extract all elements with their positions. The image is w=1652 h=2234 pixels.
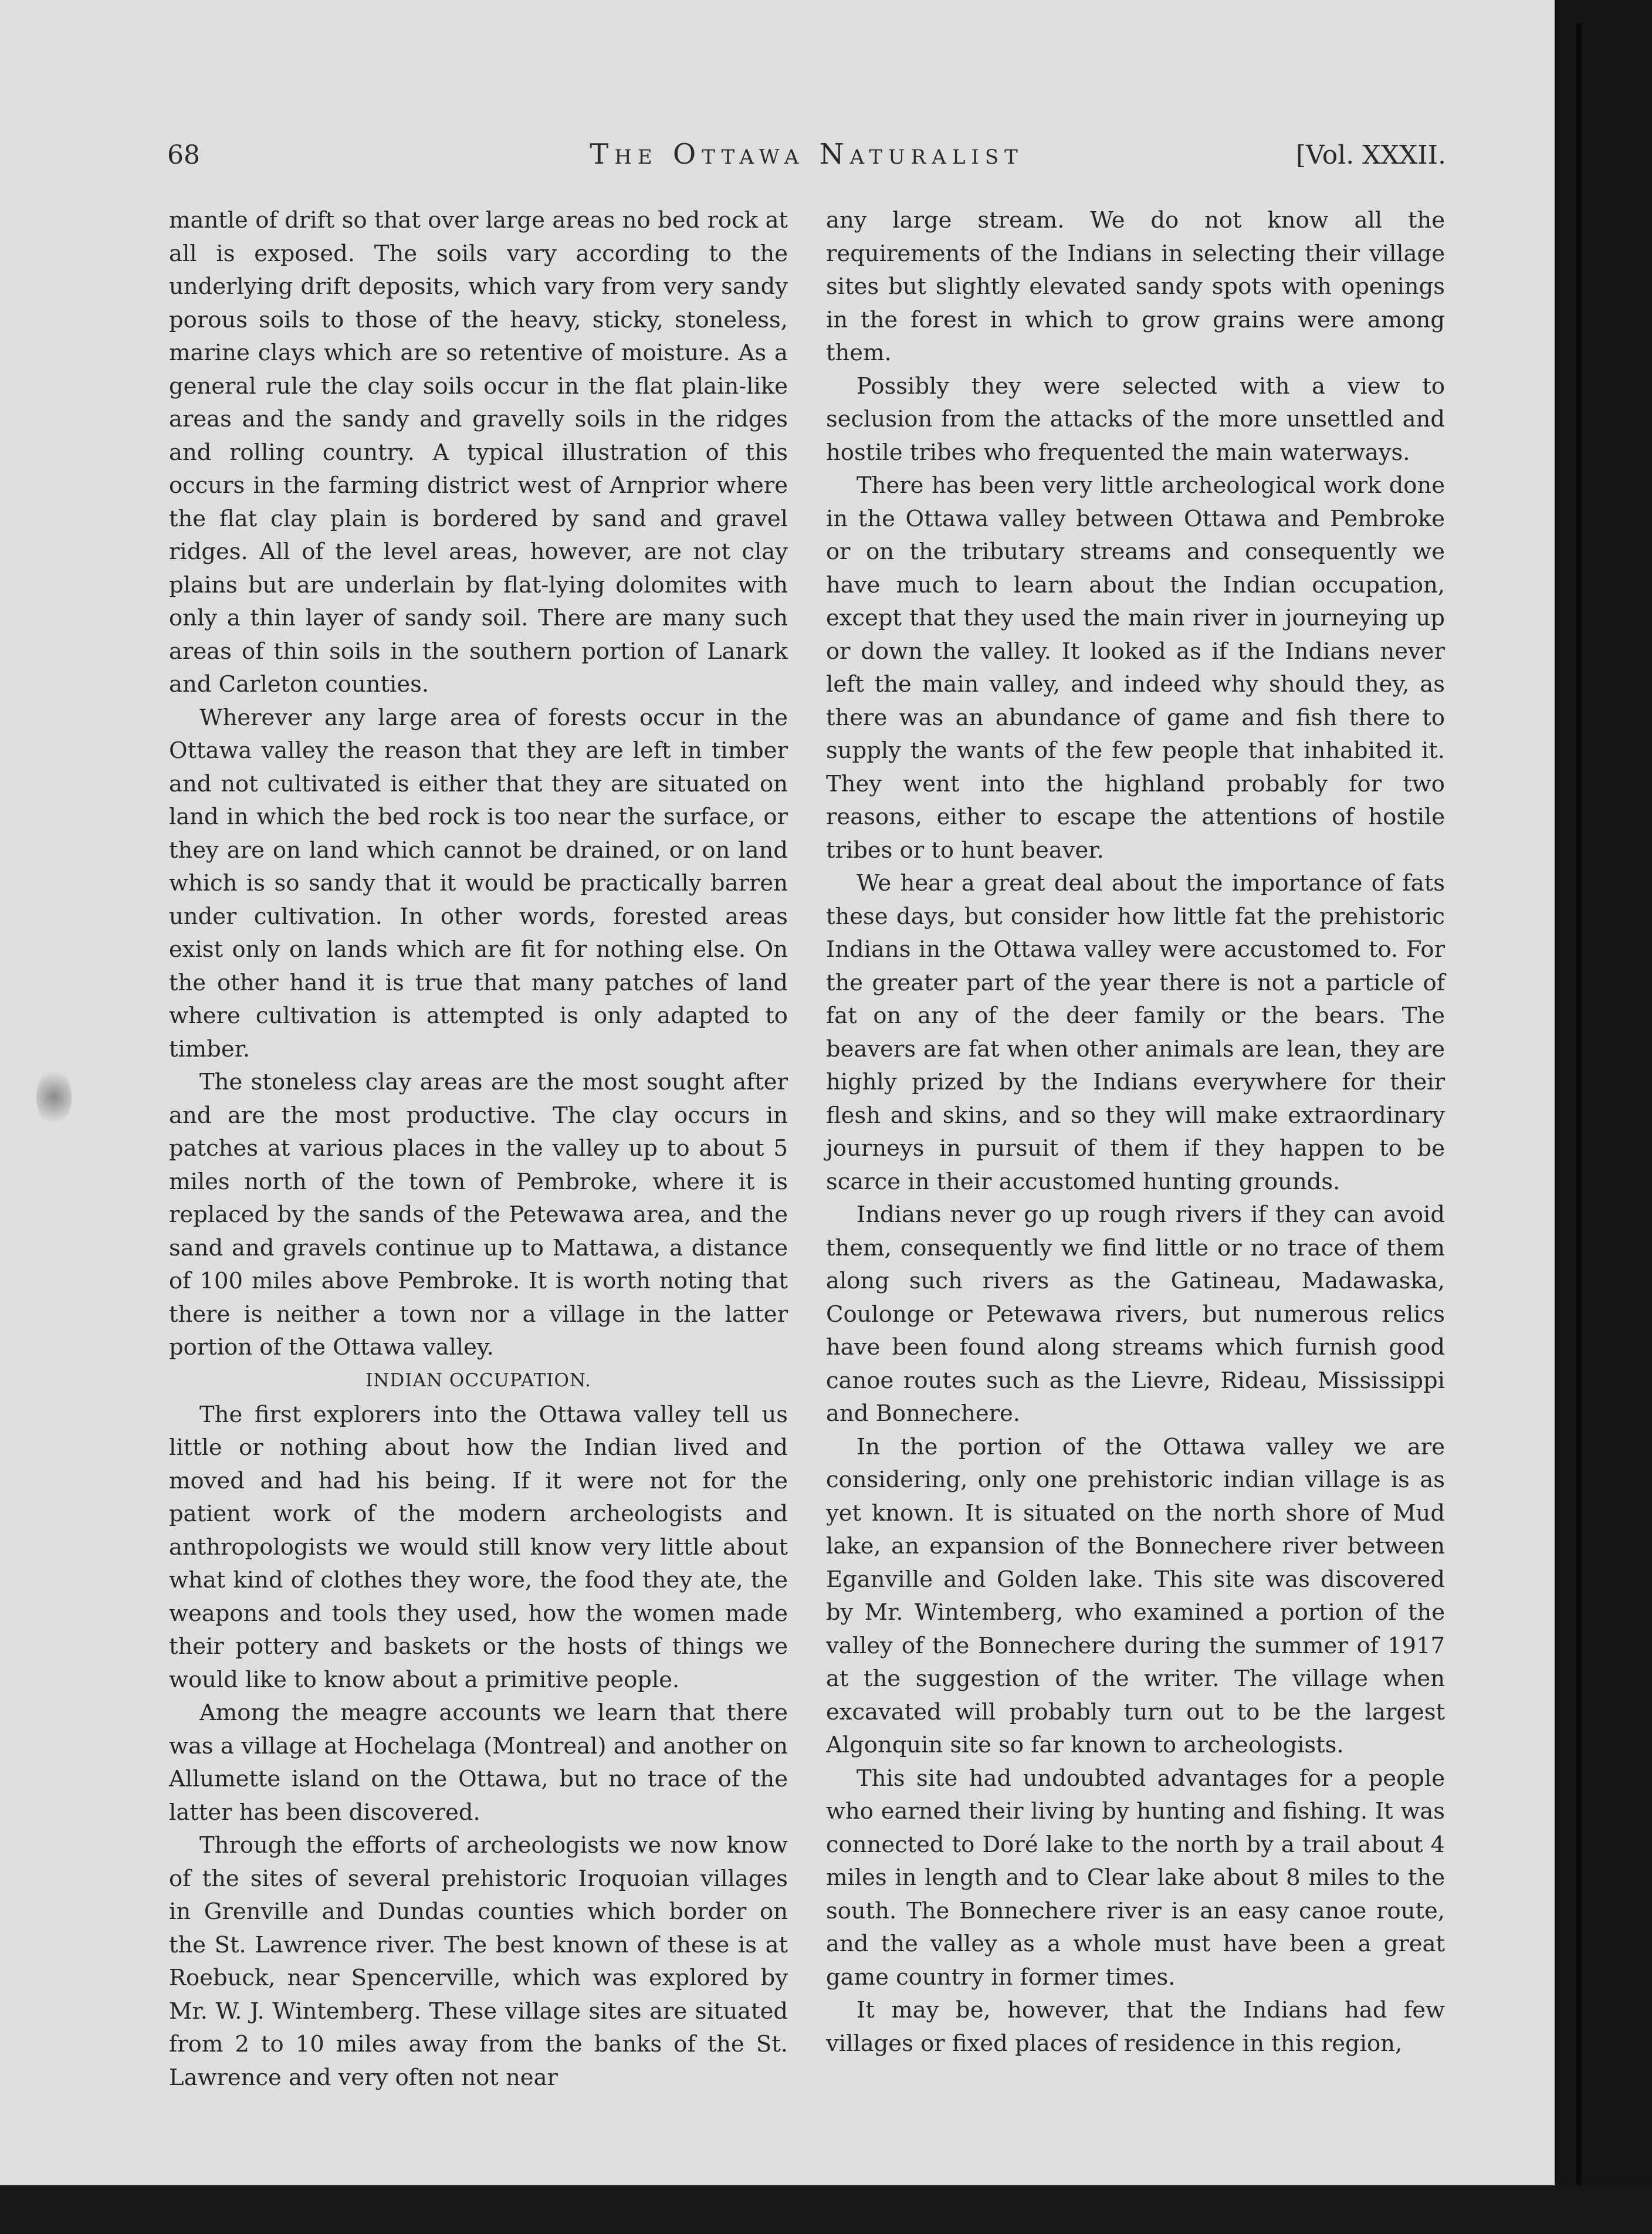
section-heading: INDIAN OCCUPATION. — [365, 1369, 591, 1391]
paragraph: In the portion of the Ottawa valley we are considering, only one prehistoric indian village is as yet known. It is situated on the north shore of Mud lake, an expansion of the Bonnechere river between Eganville and Golden lake. This site was discovered by Mr. Wintemberg, who examined a portion of the valley of the Bonnechere during the summer of 1917 at the suggestion of the writer. The village when excavated will probably turn out to be the largest Algonquin site so far known to archeologists. — [826, 1433, 1445, 1758]
paragraph: It may be, however, that the Indians had few villages or fixed places of residence in this region, — [826, 1997, 1445, 2057]
paragraph: any large stream. We do not know all the requirements of the Indians in selecting their village sites but slightly elevated sandy spots with openings in the forest in which to grow grains were among them. — [826, 207, 1445, 366]
paragraph: Among the meagre accounts we learn that there was a village at Hochelaga (Montreal) and another on Allumette island on the Ottawa, but no trace of the latter has been discovered. — [169, 1700, 788, 1826]
spine-line — [1576, 23, 1582, 2194]
paragraph: The stoneless clay areas are the most sought after and are the most productive. The clay occurs in patches at various places in the valley up to about 5 miles north of the town of Pembroke, where it is replaced by the sands of the Petewawa area, and the sand and gravels continue up to Mattawa, a distance of 100 miles above Pembroke. It is worth noting that there is neither a town nor a village in the latter portion of the Ottawa valley. — [169, 1069, 788, 1360]
scan-blemish — [36, 1068, 72, 1126]
volume-label: [Vol. XXXII. — [1295, 140, 1446, 170]
paragraph: Possibly they were selected with a view to seclusion from the attacks of the more unsettled and hostile tribes who frequented the main waterways. — [826, 373, 1445, 466]
paragraph: Through the efforts of archeologists we now know of the sites of several prehistoric Iroquoian villages in Grenville and Dundas counties which border on the St. Lawrence river. The best known of these is at Roebuck, near Spencerville, which was explored by Mr. W. J. Wintemberg. These village sites are situated from 2 to 10 miles away from the banks of the St. Lawrence and very often not near — [169, 1832, 788, 2091]
page-header — [167, 132, 1446, 185]
right-column — [826, 204, 1445, 2060]
paragraph: We hear a great deal about the importance of fats these days, but consider how little fat the prehistoric Indians in the Ottawa valley were accustomed to. For the greater part of the year there is not a particle of fat on any of the deer family or the bears. The beavers are fat when other animals are lean, they are highly prized by the Indians everywhere for their flesh and skins, and so they will make extraordinary journeys in pursuit of them if they happen to be scarce in their accustomed hunting grounds. — [826, 870, 1445, 1195]
paragraph: mantle of drift so that over large areas no bed rock at all is exposed. The soils vary according to the underlying drift deposits, which vary from very sandy porous soils to those of the heavy, sticky, stoneless, marine clays which are so retentive of moisture. As a general rule the clay soils occur in the flat plain-like areas and the sandy and gravelly soils in the ridges and rolling country. A typical illustration of this occurs in the farming district west of Arnprior where the flat clay plain is bordered by sand and gravel ridges. All of the level areas, however, are not clay plains but are underlain by flat-lying dolomites with only a thin layer of sandy soil. There are many such areas of thin soils in the southern portion of Lanark and Carleton counties. — [169, 207, 788, 698]
left-column — [169, 204, 788, 2094]
binding-gutter — [1555, 0, 1652, 2234]
journal-title: The Ottawa Naturalist — [590, 138, 1024, 171]
paragraph: Indians never go up rough rivers if they can avoid them, consequently we find little or no trace of them along such rivers as the Gatineau, Madawaska, Coulonge or Petewawa rivers, but numerous relics have been found along streams which furnish good canoe routes such as the Lievre, Rideau, Mississippi and Bonnechere. — [826, 1201, 1445, 1427]
page-number: 68 — [167, 140, 200, 170]
bottom-shadow — [0, 2185, 1652, 2234]
paragraph: The first explorers into the Ottawa valley tell us little or nothing about how the Indian lived and moved and had his being. If it were not for the patient work of the modern archeologists and anthropologists we would still know very little about what kind of clothes they wore, the food they ate, the weapons and tools they used, how the women made their pottery and baskets or the hosts of things we would like to know about a primitive people. — [169, 1401, 788, 1693]
paragraph: There has been very little archeological work done in the Ottawa valley between Ottawa and Pembroke or on the tributary streams and consequently we have much to learn about the Indian occupation, except that they used the main river in journeying up or down the valley. It looked as if the Indians never left the main valley, and indeed why should they, as there was an abundance of game and fish there to supply the wants of the few people that inhabited it. They went into the highland probably for two reasons, either to escape the attentions of hostile tribes or to hunt beaver. — [826, 472, 1445, 864]
paragraph: Wherever any large area of forests occur in the Ottawa valley the reason that they are left in timber and not cultivated is either that they are situated on land in which the bed rock is too near the surface, or they are on land which cannot be drained, or on land which is so sandy that it would be practically barren under cultivation. In other words, forested areas exist only on lands which are fit for nothing else. On the other hand it is true that many patches of land where cultivation is attempted is only adapted to timber. — [169, 704, 788, 1062]
paragraph: This site had undoubted advantages for a people who earned their living by hunting and fishing. It was connected to Doré lake to the north by a trail about 4 miles in length and to Clear lake about 8 miles to the south. The Bonnechere river is an easy canoe route, and the valley as a whole must have been a great game country in former times. — [826, 1765, 1445, 1991]
